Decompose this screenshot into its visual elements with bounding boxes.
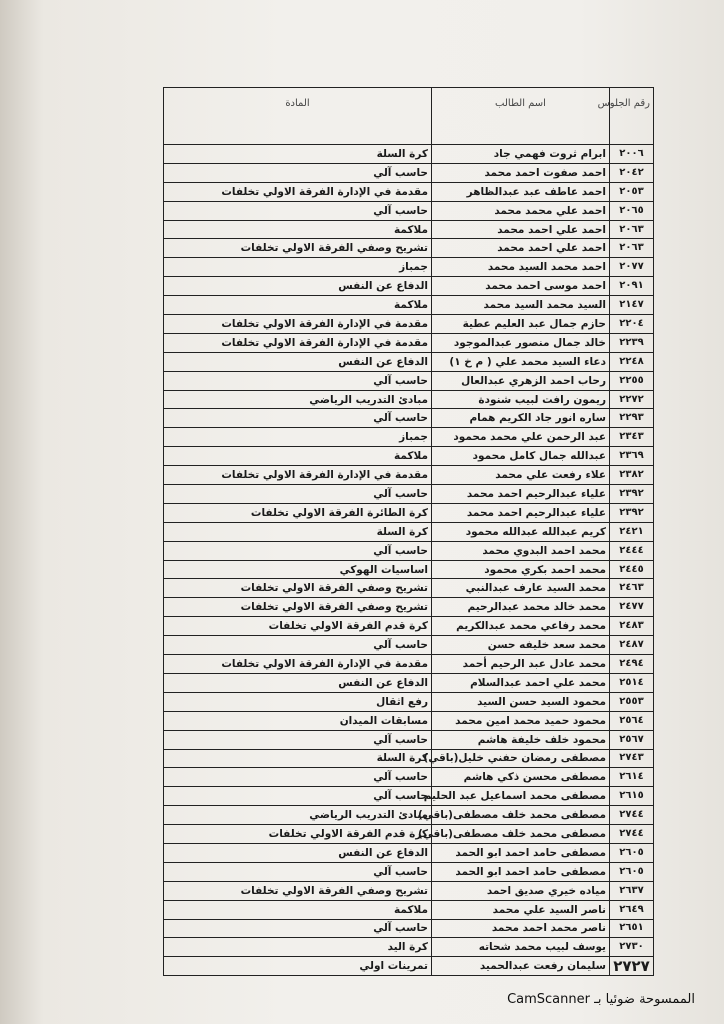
subject-cell: حاسب آلي (164, 541, 432, 560)
seat-number-cell: ٢٦٣٧ (610, 881, 654, 900)
seat-number-cell: ٢٠٠٦ (610, 145, 654, 164)
table-row (164, 730, 654, 749)
seat-number-cell: ٢٢٣٩ (610, 333, 654, 352)
subject-cell: حاسب آلي (164, 768, 432, 787)
table-row (164, 277, 654, 296)
table-row (164, 881, 654, 900)
seat-number-cell: ٢٢٤٨ (610, 352, 654, 371)
student-name-cell: ناصر محمد احمد محمد (432, 919, 610, 938)
subject-cell: ملاكمة (164, 447, 432, 466)
seat-number-cell: ٢٤٧٧ (610, 598, 654, 617)
header-subject: المادة (164, 88, 432, 145)
seat-number-cell: ٢٠٧٧ (610, 258, 654, 277)
seat-number-cell: ٢١٤٧ (610, 296, 654, 315)
seat-number-cell: ٢٠٦٥ (610, 201, 654, 220)
table-row (164, 749, 654, 768)
table-row (164, 692, 654, 711)
subject-cell: حاسب آلي (164, 919, 432, 938)
student-name-cell: السيد محمد السيد محمد (432, 296, 610, 315)
table-row (164, 522, 654, 541)
seat-number-cell: ٢٤٢١ (610, 522, 654, 541)
student-name-cell: حازم جمال عبد العليم عطية (432, 315, 610, 334)
table-row (164, 315, 654, 334)
subject-cell: ملاكمة (164, 296, 432, 315)
subject-cell: جمباز (164, 258, 432, 277)
seat-number-cell: ٢٤٩٤ (610, 655, 654, 674)
header-student-name: اسم الطالب (432, 88, 610, 145)
table-body (164, 145, 654, 976)
table-row (164, 145, 654, 164)
seat-number-cell: ٢٦٥١ (610, 919, 654, 938)
subject-cell: تشريح وصفي الفرقة الاولي تخلفات (164, 598, 432, 617)
table-row (164, 598, 654, 617)
student-name-cell: خالد جمال منصور عبدالموجود (432, 333, 610, 352)
table-row (164, 371, 654, 390)
student-name-cell: احمد موسى احمد محمد (432, 277, 610, 296)
subject-cell: كرة قدم الفرقة الاولي تخلفات (164, 825, 432, 844)
student-name-cell: علاء رفعت علي محمد (432, 466, 610, 485)
student-name-cell: محمد السيد عارف عبدالنبي (432, 579, 610, 598)
student-name-cell: مصطفى رمضان حفني خليل(باقي) (432, 749, 610, 768)
seat-number-cell: ٢٢٠٤ (610, 315, 654, 334)
student-name-cell: رحاب احمد الزهري عبدالعال (432, 371, 610, 390)
seat-number-cell: ٢٤٤٤ (610, 541, 654, 560)
seat-number-cell: ٢٧٢٧ (610, 957, 654, 976)
table-row (164, 541, 654, 560)
table-row (164, 579, 654, 598)
seat-number-cell: ٢٧٣٠ (610, 938, 654, 957)
student-name-cell: ناصر السيد علي محمد (432, 900, 610, 919)
table-row (164, 220, 654, 239)
subject-cell: مقدمة في الإدارة الفرقة الاولي تخلفات (164, 315, 432, 334)
table-row (164, 409, 654, 428)
student-name-cell: علياء عبدالرحيم احمد محمد (432, 503, 610, 522)
student-name-cell: مصطفى حامد احمد ابو الحمد (432, 862, 610, 881)
subject-cell: رفع اثقال (164, 692, 432, 711)
student-name-cell: احمد علي محمد محمد (432, 201, 610, 220)
seat-number-cell: ٢٣٨٢ (610, 466, 654, 485)
subject-cell: حاسب آلي (164, 371, 432, 390)
table-row (164, 957, 654, 976)
student-name-cell: محمد احمد البدوي محمد (432, 541, 610, 560)
seat-number-cell: ٢٥٦٤ (610, 711, 654, 730)
table-row (164, 636, 654, 655)
subject-cell: حاسب آلي (164, 862, 432, 881)
table-row (164, 296, 654, 315)
subject-cell: مقدمة في الإدارة الفرقة الاولي تخلفات (164, 466, 432, 485)
student-name-cell: عبد الرحمن علي محمد محمود (432, 428, 610, 447)
table-row (164, 768, 654, 787)
seat-number-cell: ٢٢٩٣ (610, 409, 654, 428)
subject-cell: كرة اليد (164, 938, 432, 957)
table-row (164, 560, 654, 579)
student-table-container (163, 87, 653, 976)
subject-cell: تشريح وصفي الفرقة الاولي تخلفات (164, 881, 432, 900)
table-row (164, 201, 654, 220)
student-name-cell: علياء عبدالرحيم احمد محمد (432, 485, 610, 504)
student-name-cell: محمود حميد محمد امين محمد (432, 711, 610, 730)
subject-cell: كرة السلة (164, 522, 432, 541)
table-row (164, 711, 654, 730)
student-name-cell: كريم عبدالله عبدالله محمود (432, 522, 610, 541)
seat-number-cell: ٢٦٤٩ (610, 900, 654, 919)
table-row (164, 258, 654, 277)
table-row (164, 447, 654, 466)
student-name-cell: يوسف لبيب محمد شحاته (432, 938, 610, 957)
subject-cell: ملاكمة (164, 900, 432, 919)
table-row (164, 673, 654, 692)
seat-number-cell: ٢٧٤٤ (610, 825, 654, 844)
seat-number-cell: ٢٠٥٣ (610, 182, 654, 201)
table-row (164, 655, 654, 674)
student-name-cell: سليمان رفعت عبدالحميد (432, 957, 610, 976)
table-row (164, 900, 654, 919)
table-row (164, 428, 654, 447)
student-name-cell: محمود السيد حسن السيد (432, 692, 610, 711)
seat-number-cell: ٢٠٦٣ (610, 239, 654, 258)
subject-cell: حاسب آلي (164, 163, 432, 182)
seat-number-cell: ٢٧٤٤ (610, 806, 654, 825)
seat-number-cell: ٢٣٩٢ (610, 503, 654, 522)
seat-number-cell: ٢٤٨٧ (610, 636, 654, 655)
subject-cell: مبادئ التدريب الرياضي (164, 806, 432, 825)
seat-number-cell: ٢٦٠٥ (610, 843, 654, 862)
subject-cell: الدفاع عن النفس (164, 843, 432, 862)
header-seat-number: رقم الجلوس (610, 88, 654, 145)
seat-number-cell: ٢٦٠٥ (610, 862, 654, 881)
seat-number-cell: ٢٠٦٣ (610, 220, 654, 239)
student-name-cell: محمد خالد محمد عبدالرحيم (432, 598, 610, 617)
student-name-cell: ريمون رافت لبيب شنودة (432, 390, 610, 409)
subject-cell: مسابقات الميدان (164, 711, 432, 730)
subject-cell: كرة قدم الفرقة الاولي تخلفات (164, 617, 432, 636)
seat-number-cell: ٢٦١٤ (610, 768, 654, 787)
table-row (164, 485, 654, 504)
table-header-row (164, 88, 654, 145)
subject-cell: تشريح وصفي الفرقة الاولي تخلفات (164, 579, 432, 598)
table-row (164, 919, 654, 938)
subject-cell: حاسب آلي (164, 409, 432, 428)
student-name-cell: مصطفى محمد اسماعيل عبد الحليم (432, 787, 610, 806)
subject-cell: مبادئ التدريب الرياضي (164, 390, 432, 409)
student-name-cell: عبدالله جمال كامل محمود (432, 447, 610, 466)
subject-cell: حاسب آلي (164, 787, 432, 806)
subject-cell: الدفاع عن النفس (164, 352, 432, 371)
subject-cell: حاسب آلي (164, 201, 432, 220)
subject-cell: ملاكمة (164, 220, 432, 239)
subject-cell: حاسب آلي (164, 636, 432, 655)
seat-number-cell: ٢٤٦٣ (610, 579, 654, 598)
subject-cell: حاسب آلي (164, 730, 432, 749)
table-row (164, 938, 654, 957)
student-name-cell: دعاء السيد محمد علي ( م خ ١) (432, 352, 610, 371)
subject-cell: كرة السلة (164, 145, 432, 164)
table-row (164, 617, 654, 636)
student-name-cell: محمد احمد بكري محمود (432, 560, 610, 579)
table-row (164, 390, 654, 409)
table-row (164, 843, 654, 862)
table-row (164, 806, 654, 825)
student-name-cell: ساره انور جاد الكريم همام (432, 409, 610, 428)
student-name-cell: مصطفى محسن ذكي هاشم (432, 768, 610, 787)
subject-cell: تشريح وصفي الفرقة الاولي تخلفات (164, 239, 432, 258)
seat-number-cell: ٢٥١٤ (610, 673, 654, 692)
table-row (164, 163, 654, 182)
seat-number-cell: ٢٢٧٢ (610, 390, 654, 409)
student-name-cell: احمد محمد السيد محمد (432, 258, 610, 277)
table-row (164, 333, 654, 352)
subject-cell: مقدمة في الإدارة الفرقة الاولي تخلفات (164, 182, 432, 201)
student-name-cell: مياده خيري صديق احمد (432, 881, 610, 900)
student-name-cell: محمد عادل عبد الرحيم أحمد (432, 655, 610, 674)
table-row (164, 862, 654, 881)
seat-number-cell: ٢٠٤٢ (610, 163, 654, 182)
student-name-cell: احمد علي احمد محمد (432, 239, 610, 258)
table-row (164, 239, 654, 258)
seat-number-cell: ٢٣٤٣ (610, 428, 654, 447)
seat-number-cell: ٢٥٦٧ (610, 730, 654, 749)
subject-cell: تمرينات اولي (164, 957, 432, 976)
seat-number-cell: ٢٢٥٥ (610, 371, 654, 390)
subject-cell: حاسب آلي (164, 485, 432, 504)
table-row (164, 503, 654, 522)
seat-number-cell: ٢٣٩٢ (610, 485, 654, 504)
student-name-cell: احمد عاطف عبد عبدالظاهر (432, 182, 610, 201)
subject-cell: كرة الطائرة الفرقة الاولي تخلفات (164, 503, 432, 522)
seat-number-cell: ٢٤٤٥ (610, 560, 654, 579)
student-name-cell: محمد سعد خليفه حسن (432, 636, 610, 655)
student-name-cell: مصطفى محمد خلف مصطفى(باقي) (432, 825, 610, 844)
student-name-cell: محمود خلف خليفة هاشم (432, 730, 610, 749)
subject-cell: اساسيات الهوكي (164, 560, 432, 579)
seat-number-cell: ٢٧٤٣ (610, 749, 654, 768)
student-name-cell: مصطفى حامد احمد ابو الحمد (432, 843, 610, 862)
subject-cell: جمباز (164, 428, 432, 447)
subject-cell: كرة السلة (164, 749, 432, 768)
student-name-cell: مصطفى محمد خلف مصطفى(باقي) (432, 806, 610, 825)
seat-number-cell: ٢٠٩١ (610, 277, 654, 296)
subject-cell: مقدمة في الإدارة الفرقة الاولي تخلفات (164, 333, 432, 352)
student-table (163, 87, 654, 976)
subject-cell: الدفاع عن النفس (164, 277, 432, 296)
student-name-cell: محمد علي احمد عبدالسلام (432, 673, 610, 692)
student-name-cell: احمد صفوت احمد محمد (432, 163, 610, 182)
table-row (164, 466, 654, 485)
table-row (164, 825, 654, 844)
seat-number-cell: ٢٤٨٣ (610, 617, 654, 636)
camscanner-footer: الممسوحة ضوئيا بـ CamScanner (507, 992, 695, 1007)
table-row (164, 352, 654, 371)
table-row (164, 787, 654, 806)
student-name-cell: ابرام ثروت فهمي جاد (432, 145, 610, 164)
student-name-cell: محمد رفاعي محمد عبدالكريم (432, 617, 610, 636)
subject-cell: الدفاع عن النفس (164, 673, 432, 692)
subject-cell: مقدمة في الإدارة الفرقة الاولي تخلفات (164, 655, 432, 674)
seat-number-cell: ٢٦١٥ (610, 787, 654, 806)
table-row (164, 182, 654, 201)
seat-number-cell: ٢٣٦٩ (610, 447, 654, 466)
seat-number-cell: ٢٥٥٣ (610, 692, 654, 711)
student-name-cell: احمد علي احمد محمد (432, 220, 610, 239)
